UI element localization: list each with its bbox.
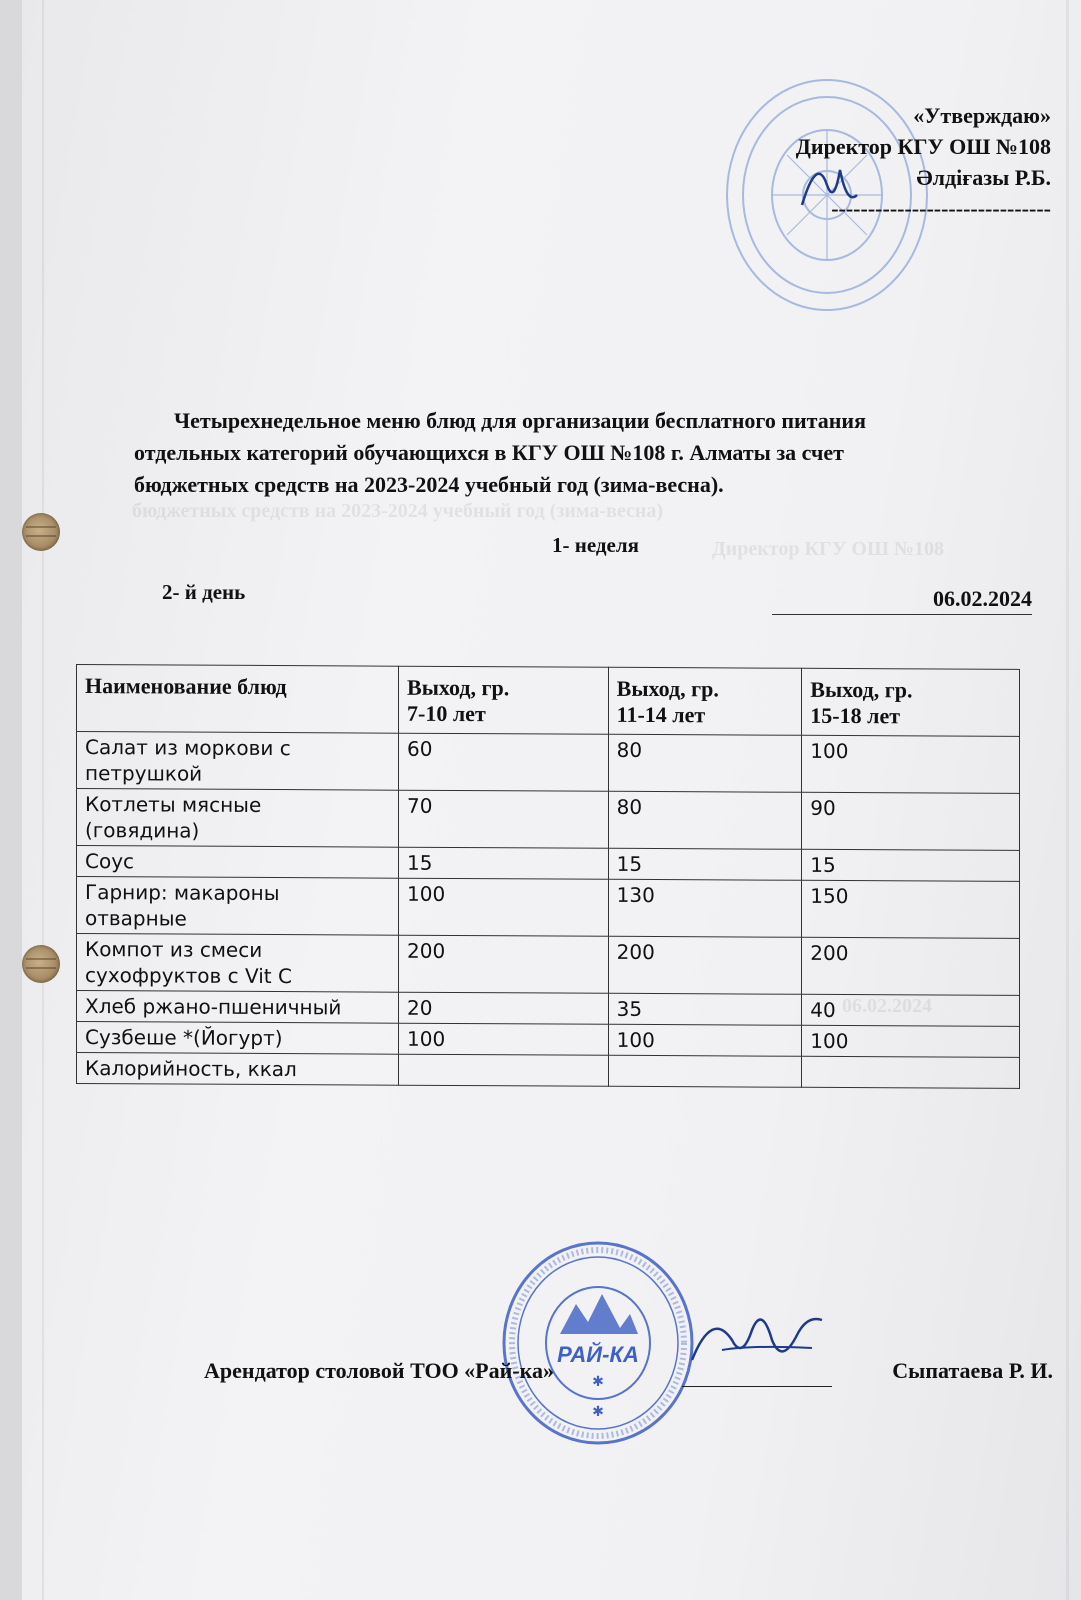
table-row <box>77 789 1020 851</box>
portion-11-14: 35 <box>608 993 802 1025</box>
portion-15-18: 100 <box>802 1025 1020 1057</box>
header-subtext: 15-18 лет <box>810 702 901 729</box>
portion-11-14: 200 <box>608 936 802 994</box>
star-icon: ✱ <box>592 1405 604 1420</box>
portion-7-10: 60 <box>399 733 609 791</box>
header-subtext: 11-14 лет <box>616 701 706 728</box>
table-row <box>77 846 1020 882</box>
dish-name-line: (говядина) <box>85 818 200 843</box>
title-line: бюджетных средств на 2023-2024 учебный год (зима-весна). <box>134 472 724 497</box>
bleed-through-text: бюджетных средств на 2023-2024 учебный год (зима-весна) <box>132 500 664 522</box>
approval-title: «Утверждаю» <box>913 103 1051 128</box>
dish-name-line: Компот из смеси <box>85 937 263 962</box>
portion-15-18: 15 <box>802 849 1020 881</box>
tenant-person-name: Сыпатаева Р. И. <box>892 1358 1053 1383</box>
document-page <box>22 0 1081 1600</box>
portion-7-10: 100 <box>399 1023 609 1055</box>
portion-7-10: 15 <box>399 847 609 879</box>
portion-11-14: 80 <box>608 734 802 792</box>
dish-name-line: Котлеты мясные <box>85 792 262 817</box>
dish-name: Калорийность, ккал <box>77 1053 399 1086</box>
title-line: отдельных категорий обучающихся в КГУ ОШ №108 г. Алматы за счет <box>134 440 844 465</box>
document-title <box>134 405 1034 501</box>
seal-logo-text: РАЙ-КА <box>557 1342 639 1367</box>
day-label: 2- й день <box>162 580 246 604</box>
portion-15-18 <box>802 1056 1020 1088</box>
tenant-signature <box>672 1300 842 1380</box>
header-text: Выход, гр. <box>810 676 913 703</box>
punch-hole <box>22 945 60 983</box>
signature-line: ------------------------------ <box>831 196 1051 221</box>
dish-name-line: отварные <box>85 906 187 931</box>
dish-name: Хлеб ржано-пшеничный <box>77 991 399 1024</box>
header-text: Выход, гр. <box>407 674 510 701</box>
punch-hole <box>22 513 60 551</box>
header-text: Выход, гр. <box>616 675 719 702</box>
portion-15-18: 90 <box>802 792 1020 850</box>
bleed-through-text: Директор КГУ ОШ №108 <box>712 538 945 560</box>
approval-position: Директор КГУ ОШ №108 <box>795 134 1051 159</box>
signature-line <box>682 1386 832 1387</box>
tenant-label: Арендатор столовой ТОО «Рай-ка» <box>204 1358 554 1383</box>
portion-7-10: 100 <box>399 878 609 936</box>
page-fold <box>42 0 44 1600</box>
portion-15-18: 150 <box>802 880 1020 938</box>
portion-11-14: 80 <box>608 791 802 849</box>
menu-table <box>76 664 1020 1089</box>
portion-11-14: 130 <box>608 879 802 937</box>
table-row <box>77 934 1020 996</box>
dish-name <box>77 934 399 993</box>
dish-name <box>77 732 399 791</box>
portion-11-14 <box>608 1055 802 1087</box>
header-subtext: 7-10 лет <box>407 700 486 727</box>
column-header-dish <box>77 665 399 734</box>
portion-7-10 <box>399 1054 609 1086</box>
column-header-15-18 <box>802 668 1020 736</box>
portion-15-18: 100 <box>802 735 1020 793</box>
table-row <box>77 732 1020 794</box>
portion-11-14: 15 <box>608 848 802 880</box>
approval-person: Әлдіғазы Р.Б. <box>916 165 1051 190</box>
header-text: Наименование блюд <box>85 673 287 700</box>
dish-name: Сузбеше *(Йогурт) <box>77 1022 399 1055</box>
menu-date: 06.02.2024 <box>772 586 1032 615</box>
table-header-row <box>77 665 1020 737</box>
mountain-icon <box>560 1294 638 1334</box>
page-fold <box>1066 0 1069 1600</box>
dish-name <box>77 877 399 936</box>
column-header-7-10 <box>399 666 609 734</box>
dish-name-line: Салат из моркови с <box>85 735 291 761</box>
dish-name-line: сухофруктов с Vit C <box>85 963 292 989</box>
table-row <box>77 1053 1020 1089</box>
portion-15-18: 40 <box>802 994 1020 1026</box>
portion-7-10: 20 <box>399 992 609 1024</box>
table-row <box>77 1022 1020 1058</box>
dish-name: Соус <box>77 846 399 879</box>
company-seal <box>498 1238 698 1448</box>
column-header-11-14 <box>608 667 802 735</box>
bleed-through-text: 06.02.2024 <box>842 995 932 1017</box>
dish-name-line: Гарнир: макароны <box>85 880 280 906</box>
dish-name <box>77 789 399 848</box>
approval-block <box>796 100 1051 224</box>
table-row <box>77 877 1020 939</box>
table-row <box>77 991 1020 1027</box>
dish-name-line: петрушкой <box>85 761 203 786</box>
portion-11-14: 100 <box>608 1024 802 1056</box>
portion-15-18: 200 <box>802 937 1020 995</box>
portion-7-10: 70 <box>399 790 609 848</box>
portion-7-10: 200 <box>399 935 609 993</box>
star-icon: ✱ <box>592 1375 604 1390</box>
week-label: 1- неделя <box>552 533 639 557</box>
title-line: Четырехнедельное меню блюд для организации бесплатного питания <box>174 408 867 433</box>
